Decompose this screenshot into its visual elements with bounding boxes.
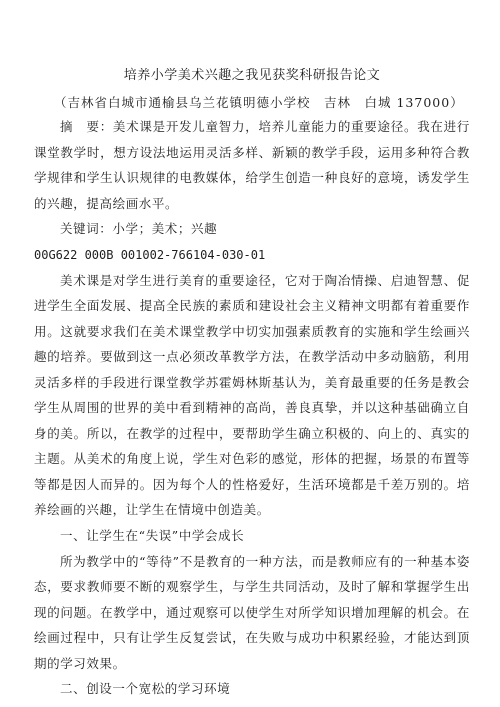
abstract: 摘 要：美术课是开发儿童智力，培养儿童能力的重要途径。我在进行课堂教学时，想方设法地运用灵活多样、新颖的教学手段，运用多种符合教学规律和学生认识规律的电教媒体，给学生创造一种良好的意境，诱发学生的兴趣，提高绘画水平。	[34, 119, 470, 211]
classification-code: 00G622 000B 001002-766104-030-01	[34, 247, 266, 262]
paper-title: 培养小学美术兴趣之我见获奖科研报告论文	[123, 68, 381, 83]
section-heading-2: 二、创设一个宽松的学习环境	[60, 681, 231, 696]
body-paragraph-intro: 美术课是对学生进行美育的重要途径，它对于陶冶情操、启迪智慧、促进学生全面发展、提高全民族的素质和建设社会主义精神文明都有着重要作用。这就要求我们在美术课堂教学中切实加强素质教育的实施和学生绘画兴趣的培养。要做到这一点必须改革教学方法，在教学活动中多动脑筋，利用灵活多样的手段进行课堂教学苏霍姆林斯基认为，美育最重要的任务是教会学生从周围的世界的美中看到精神的高尚，善良真挚，并以这种基础确立自身的美。所以，在教学的过程中，要帮助学生确立积极的、向上的、真实的主题。从美术的角度上说，学生对色彩的感觉，形体的把握，场景的布置等等都是因人而异的。因为每个人的性格爱好，生活环境都是千差万别的。培养绘画的兴趣，让学生在情境中创造美。	[34, 272, 470, 517]
body-paragraph-section-1: 所为教学中的“等待”不是教育的一种方法，而是教师应有的一种基本姿态，要求教师要不断的观察学生，与学生共同活动，及时了解和掌握学生出现的问题。在教学中，通过观察可以使学生对所学知识增加理解的机会。在绘画过程中，只有让学生反复尝试，在失败与成功中积累经验，才能达到顶期的学习效果。	[34, 553, 470, 671]
section-heading-1: 一、让学生在“失误”中学会成长	[60, 527, 245, 543]
author-affiliation: （吉林省白城市通榆县乌兰花镇明德小学校 吉林 白城 137000）	[54, 95, 464, 110]
keywords: 关键词：小学；美术；兴趣	[60, 221, 218, 236]
